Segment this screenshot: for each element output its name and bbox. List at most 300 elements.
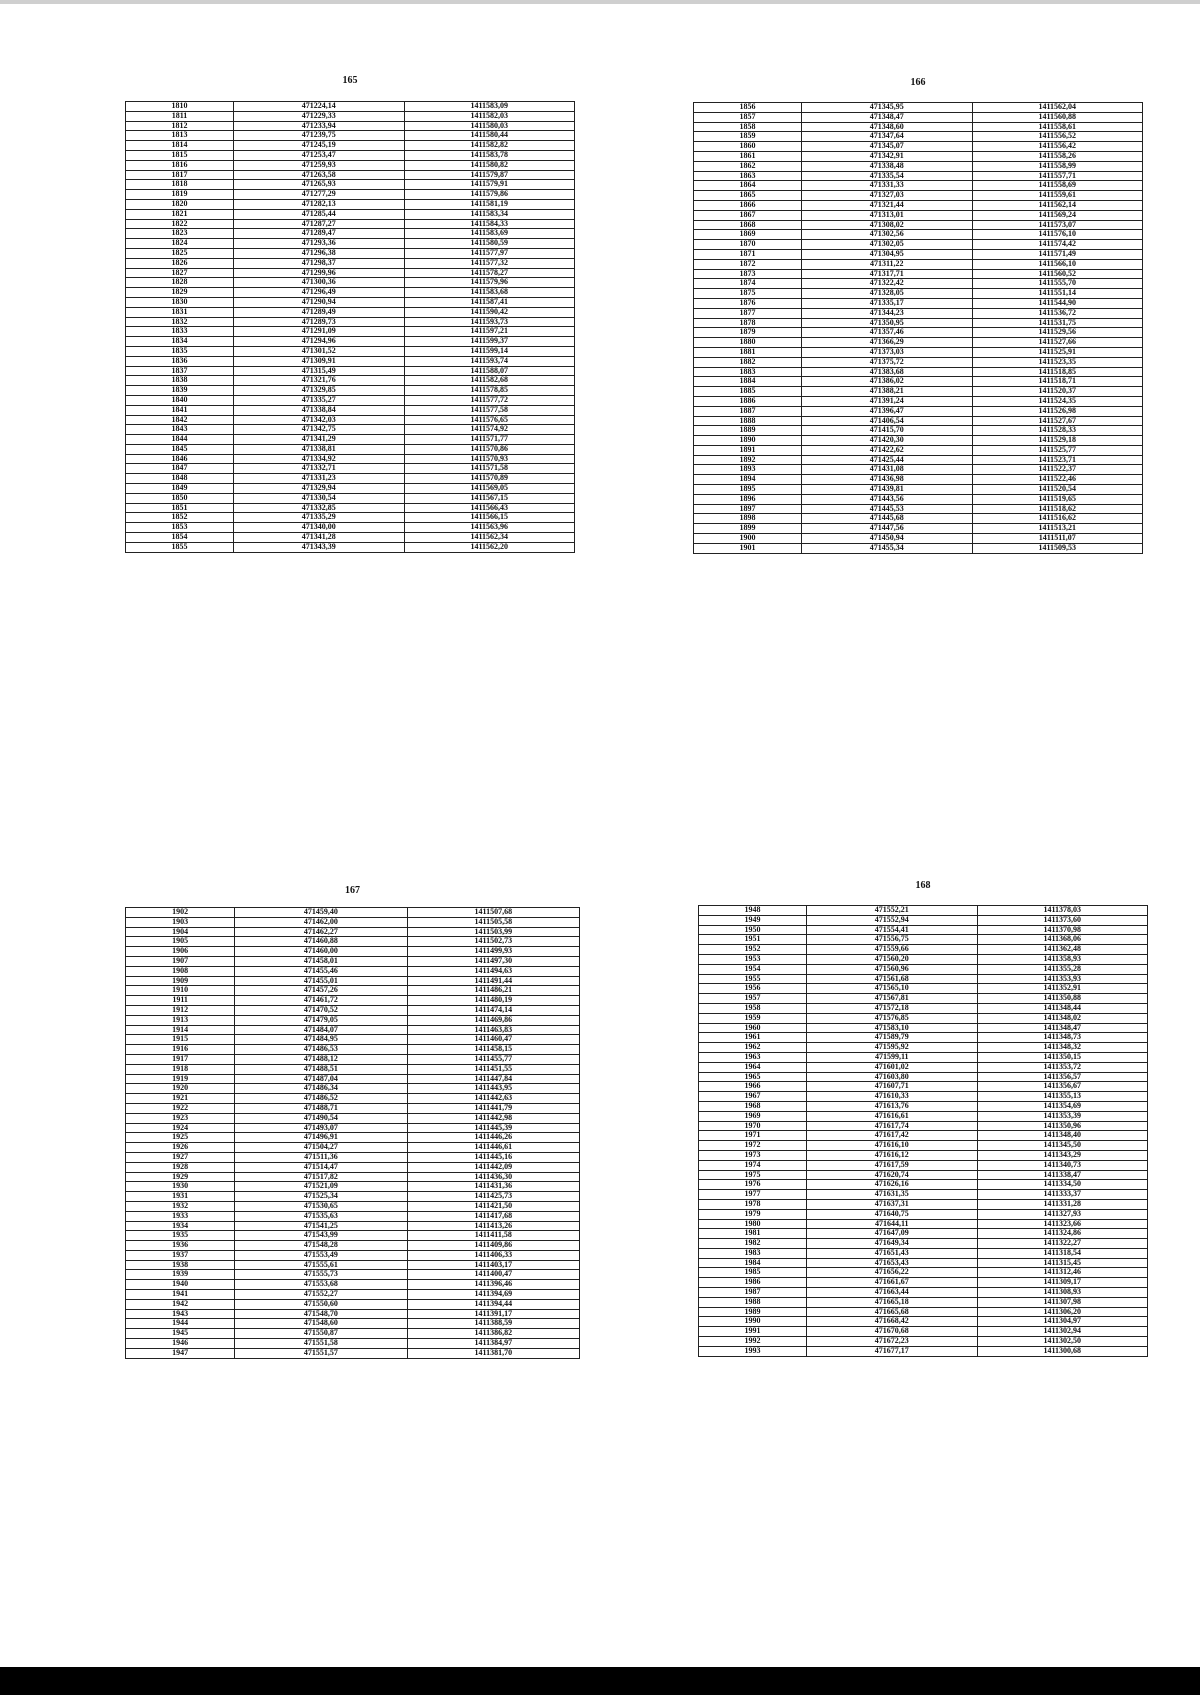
table-row <box>699 1131 1148 1141</box>
y-coordinate-cell: 1411558,26 <box>972 151 1143 161</box>
point-number-cell: 1935 <box>126 1231 235 1241</box>
y-coordinate-cell: 1411518,85 <box>972 367 1143 377</box>
table-row <box>699 994 1148 1004</box>
table-row <box>699 1043 1148 1053</box>
y-coordinate-cell: 1411562,04 <box>972 103 1143 113</box>
scan-footer-bar <box>0 1667 1200 1695</box>
y-coordinate-cell: 1411499,93 <box>407 947 579 957</box>
table-row <box>694 151 1143 161</box>
point-number-cell: 1816 <box>126 160 234 170</box>
table-row <box>694 455 1143 465</box>
table-row <box>694 426 1143 436</box>
y-coordinate-cell: 1411480,19 <box>407 996 579 1006</box>
x-coordinate-cell: 471334,92 <box>234 454 404 464</box>
point-number-cell: 1860 <box>694 142 802 152</box>
point-number-cell: 1893 <box>694 465 802 475</box>
y-coordinate-cell: 1411560,52 <box>972 269 1143 279</box>
point-number-cell: 1850 <box>126 493 234 503</box>
point-number-cell: 1827 <box>126 268 234 278</box>
x-coordinate-cell: 471589,79 <box>807 1033 977 1043</box>
table-row <box>126 1005 580 1015</box>
point-number-cell: 1897 <box>694 504 802 514</box>
x-coordinate-cell: 471289,47 <box>234 229 404 239</box>
point-number-cell: 1896 <box>694 494 802 504</box>
point-number-cell: 1960 <box>699 1023 807 1033</box>
point-number-cell: 1979 <box>699 1209 807 1219</box>
point-number-cell: 1950 <box>699 925 807 935</box>
x-coordinate-cell: 471322,42 <box>802 279 972 289</box>
y-coordinate-cell: 1411570,89 <box>404 474 575 484</box>
point-number-cell: 1923 <box>126 1113 235 1123</box>
y-coordinate-cell: 1411571,49 <box>972 249 1143 259</box>
table-row <box>126 1309 580 1319</box>
point-number-cell: 1958 <box>699 1003 807 1013</box>
x-coordinate-cell: 471550,87 <box>235 1329 407 1339</box>
table-row <box>694 347 1143 357</box>
point-number-cell: 1972 <box>699 1141 807 1151</box>
table-row <box>699 964 1148 974</box>
x-coordinate-cell: 471665,18 <box>807 1297 977 1307</box>
y-coordinate-cell: 1411312,46 <box>977 1268 1148 1278</box>
x-coordinate-cell: 471486,53 <box>235 1045 407 1055</box>
point-number-cell: 1813 <box>126 131 234 141</box>
y-coordinate-cell: 1411580,44 <box>404 131 575 141</box>
point-number-cell: 1989 <box>699 1307 807 1317</box>
x-coordinate-cell: 471484,95 <box>235 1035 407 1045</box>
point-number-cell: 1985 <box>699 1268 807 1278</box>
point-number-cell: 1922 <box>126 1103 235 1113</box>
point-number-cell: 1879 <box>694 328 802 338</box>
x-coordinate-cell: 471661,67 <box>807 1278 977 1288</box>
coordinates-table <box>698 905 1148 1357</box>
table-row <box>694 122 1143 132</box>
y-coordinate-cell: 1411505,58 <box>407 917 579 927</box>
y-coordinate-cell: 1411513,21 <box>972 524 1143 534</box>
y-coordinate-cell: 1411579,91 <box>404 180 575 190</box>
x-coordinate-cell: 471488,12 <box>235 1054 407 1064</box>
point-number-cell: 1905 <box>126 937 235 947</box>
y-coordinate-cell: 1411577,32 <box>404 258 575 268</box>
x-coordinate-cell: 471420,30 <box>802 436 972 446</box>
table-row <box>126 1270 580 1280</box>
table-row <box>126 464 575 474</box>
x-coordinate-cell: 471462,27 <box>235 927 407 937</box>
y-coordinate-cell: 1411373,60 <box>977 915 1148 925</box>
table-row <box>699 1229 1148 1239</box>
x-coordinate-cell: 471311,22 <box>802 259 972 269</box>
x-coordinate-cell: 471457,26 <box>235 986 407 996</box>
x-coordinate-cell: 471617,42 <box>807 1131 977 1141</box>
y-coordinate-cell: 1411570,93 <box>404 454 575 464</box>
point-number-cell: 1966 <box>699 1082 807 1092</box>
page-165 <box>125 72 575 772</box>
point-number-cell: 1858 <box>694 122 802 132</box>
x-coordinate-cell: 471461,72 <box>235 996 407 1006</box>
point-number-cell: 1889 <box>694 426 802 436</box>
table-row <box>699 1180 1148 1190</box>
point-number-cell: 1855 <box>126 542 234 552</box>
table-row <box>126 248 575 258</box>
table-row <box>694 406 1143 416</box>
point-number-cell: 1817 <box>126 170 234 180</box>
x-coordinate-cell: 471375,72 <box>802 357 972 367</box>
x-coordinate-cell: 471548,70 <box>235 1309 407 1319</box>
x-coordinate-cell: 471317,71 <box>802 269 972 279</box>
y-coordinate-cell: 1411304,97 <box>977 1317 1148 1327</box>
x-coordinate-cell: 471342,03 <box>234 415 404 425</box>
point-number-cell: 1822 <box>126 219 234 229</box>
table-row <box>694 436 1143 446</box>
x-coordinate-cell: 471649,34 <box>807 1239 977 1249</box>
x-coordinate-cell: 471551,57 <box>235 1348 407 1358</box>
table-row <box>126 268 575 278</box>
y-coordinate-cell: 1411406,33 <box>407 1250 579 1260</box>
point-number-cell: 1829 <box>126 288 234 298</box>
x-coordinate-cell: 471294,96 <box>234 337 404 347</box>
y-coordinate-cell: 1411507,68 <box>407 908 579 918</box>
table-row <box>126 1221 580 1231</box>
point-number-cell: 1875 <box>694 289 802 299</box>
x-coordinate-cell: 471548,28 <box>235 1241 407 1251</box>
table-row <box>699 906 1148 916</box>
table-row <box>126 209 575 219</box>
x-coordinate-cell: 471263,58 <box>234 170 404 180</box>
x-coordinate-cell: 471335,54 <box>802 171 972 181</box>
point-number-cell: 1882 <box>694 357 802 367</box>
point-number-cell: 1811 <box>126 111 234 121</box>
y-coordinate-cell: 1411394,69 <box>407 1290 579 1300</box>
x-coordinate-cell: 471521,09 <box>235 1182 407 1192</box>
table-row <box>694 112 1143 122</box>
y-coordinate-cell: 1411394,44 <box>407 1299 579 1309</box>
x-coordinate-cell: 471302,56 <box>802 230 972 240</box>
table-row <box>694 504 1143 514</box>
table-row <box>694 485 1143 495</box>
point-number-cell: 1868 <box>694 220 802 230</box>
x-coordinate-cell: 471436,98 <box>802 475 972 485</box>
y-coordinate-cell: 1411306,20 <box>977 1307 1148 1317</box>
point-number-cell: 1917 <box>126 1054 235 1064</box>
coordinates-table <box>125 101 575 553</box>
x-coordinate-cell: 471331,23 <box>234 474 404 484</box>
x-coordinate-cell: 471514,47 <box>235 1162 407 1172</box>
x-coordinate-cell: 471287,27 <box>234 219 404 229</box>
y-coordinate-cell: 1411338,47 <box>977 1170 1148 1180</box>
point-number-cell: 1968 <box>699 1101 807 1111</box>
y-coordinate-cell: 1411386,82 <box>407 1329 579 1339</box>
y-coordinate-cell: 1411580,03 <box>404 121 575 131</box>
table-row <box>694 249 1143 259</box>
table-row <box>694 210 1143 220</box>
x-coordinate-cell: 471607,71 <box>807 1082 977 1092</box>
y-coordinate-cell: 1411309,17 <box>977 1278 1148 1288</box>
point-number-cell: 1965 <box>699 1072 807 1082</box>
point-number-cell: 1916 <box>126 1045 235 1055</box>
point-number-cell: 1991 <box>699 1327 807 1337</box>
point-number-cell: 1906 <box>126 947 235 957</box>
table-row <box>694 171 1143 181</box>
point-number-cell: 1861 <box>694 151 802 161</box>
x-coordinate-cell: 471488,71 <box>235 1103 407 1113</box>
x-coordinate-cell: 471321,76 <box>234 376 404 386</box>
y-coordinate-cell: 1411518,62 <box>972 504 1143 514</box>
point-number-cell: 1963 <box>699 1052 807 1062</box>
y-coordinate-cell: 1411308,93 <box>977 1288 1148 1298</box>
x-coordinate-cell: 471553,68 <box>235 1280 407 1290</box>
point-number-cell: 1925 <box>126 1133 235 1143</box>
point-number-cell: 1899 <box>694 524 802 534</box>
table-row <box>126 1182 580 1192</box>
table-row <box>126 1172 580 1182</box>
point-number-cell: 1886 <box>694 396 802 406</box>
table-row <box>694 543 1143 553</box>
table-row <box>694 240 1143 250</box>
table-row <box>126 435 575 445</box>
x-coordinate-cell: 471470,52 <box>235 1005 407 1015</box>
table-row <box>694 181 1143 191</box>
point-number-cell: 1843 <box>126 425 234 435</box>
y-coordinate-cell: 1411522,37 <box>972 465 1143 475</box>
point-number-cell: 1912 <box>126 1005 235 1015</box>
point-number-cell: 1852 <box>126 513 234 523</box>
y-coordinate-cell: 1411524,35 <box>972 396 1143 406</box>
point-number-cell: 1974 <box>699 1160 807 1170</box>
y-coordinate-cell: 1411590,42 <box>404 307 575 317</box>
table-row <box>126 1348 580 1358</box>
table-row <box>126 947 580 957</box>
table-row <box>126 1035 580 1045</box>
y-coordinate-cell: 1411445,16 <box>407 1152 579 1162</box>
y-coordinate-cell: 1411570,86 <box>404 444 575 454</box>
table-row <box>694 387 1143 397</box>
y-coordinate-cell: 1411560,88 <box>972 112 1143 122</box>
table-row <box>694 445 1143 455</box>
point-number-cell: 1954 <box>699 964 807 974</box>
table-row <box>699 1327 1148 1337</box>
table-row <box>126 327 575 337</box>
table-row <box>126 966 580 976</box>
table-row <box>694 475 1143 485</box>
point-number-cell: 1902 <box>126 908 235 918</box>
point-number-cell: 1859 <box>694 132 802 142</box>
y-coordinate-cell: 1411536,72 <box>972 308 1143 318</box>
x-coordinate-cell: 471479,05 <box>235 1015 407 1025</box>
point-number-cell: 1835 <box>126 346 234 356</box>
table-row <box>699 1317 1148 1327</box>
x-coordinate-cell: 471342,91 <box>802 151 972 161</box>
x-coordinate-cell: 471560,20 <box>807 954 977 964</box>
table-row <box>126 1045 580 1055</box>
x-coordinate-cell: 471341,29 <box>234 435 404 445</box>
table-row <box>694 524 1143 534</box>
table-row <box>699 1297 1148 1307</box>
x-coordinate-cell: 471447,56 <box>802 524 972 534</box>
y-coordinate-cell: 1411334,50 <box>977 1180 1148 1190</box>
table-row <box>694 191 1143 201</box>
table-row <box>699 1160 1148 1170</box>
x-coordinate-cell: 471304,95 <box>802 249 972 259</box>
point-number-cell: 1892 <box>694 455 802 465</box>
table-row <box>126 1162 580 1172</box>
y-coordinate-cell: 1411582,82 <box>404 141 575 151</box>
y-coordinate-cell: 1411571,77 <box>404 435 575 445</box>
table-row <box>126 239 575 249</box>
point-number-cell: 1927 <box>126 1152 235 1162</box>
point-number-cell: 1851 <box>126 503 234 513</box>
y-coordinate-cell: 1411544,90 <box>972 298 1143 308</box>
y-coordinate-cell: 1411578,85 <box>404 386 575 396</box>
point-number-cell: 1924 <box>126 1123 235 1133</box>
table-row <box>126 102 575 112</box>
point-number-cell: 1920 <box>126 1084 235 1094</box>
table-row <box>699 1141 1148 1151</box>
y-coordinate-cell: 1411528,33 <box>972 426 1143 436</box>
table-row <box>126 317 575 327</box>
table-row <box>699 1003 1148 1013</box>
point-number-cell: 1821 <box>126 209 234 219</box>
table-row <box>699 1190 1148 1200</box>
x-coordinate-cell: 471347,64 <box>802 132 972 142</box>
point-number-cell: 1857 <box>694 112 802 122</box>
x-coordinate-cell: 471291,09 <box>234 327 404 337</box>
point-number-cell: 1961 <box>699 1033 807 1043</box>
x-coordinate-cell: 471329,94 <box>234 484 404 494</box>
point-number-cell: 1976 <box>699 1180 807 1190</box>
table-row <box>699 1219 1148 1229</box>
table-row <box>699 915 1148 925</box>
table-row <box>126 141 575 151</box>
y-coordinate-cell: 1411583,78 <box>404 150 575 160</box>
x-coordinate-cell: 471348,60 <box>802 122 972 132</box>
x-coordinate-cell: 471552,21 <box>807 906 977 916</box>
x-coordinate-cell: 471425,44 <box>802 455 972 465</box>
y-coordinate-cell: 1411353,93 <box>977 974 1148 984</box>
point-number-cell: 1937 <box>126 1250 235 1260</box>
table-row <box>126 1260 580 1270</box>
x-coordinate-cell: 471550,60 <box>235 1299 407 1309</box>
x-coordinate-cell: 471345,07 <box>802 142 972 152</box>
x-coordinate-cell: 471406,54 <box>802 416 972 426</box>
x-coordinate-cell: 471496,91 <box>235 1133 407 1143</box>
table-row <box>699 1268 1148 1278</box>
table-row <box>126 150 575 160</box>
point-number-cell: 1908 <box>126 966 235 976</box>
x-coordinate-cell: 471224,14 <box>234 102 404 112</box>
table-row <box>126 908 580 918</box>
page-166 <box>693 72 1143 772</box>
point-number-cell: 1959 <box>699 1013 807 1023</box>
table-row <box>694 357 1143 367</box>
table-row <box>694 269 1143 279</box>
x-coordinate-cell: 471259,93 <box>234 160 404 170</box>
x-coordinate-cell: 471677,17 <box>807 1346 977 1356</box>
x-coordinate-cell: 471561,68 <box>807 974 977 984</box>
y-coordinate-cell: 1411425,73 <box>407 1192 579 1202</box>
y-coordinate-cell: 1411302,50 <box>977 1337 1148 1347</box>
table-row <box>699 1337 1148 1347</box>
y-coordinate-cell: 1411442,63 <box>407 1094 579 1104</box>
y-coordinate-cell: 1411558,99 <box>972 161 1143 171</box>
table-row <box>694 161 1143 171</box>
x-coordinate-cell: 471543,99 <box>235 1231 407 1241</box>
x-coordinate-cell: 471277,29 <box>234 190 404 200</box>
x-coordinate-cell: 471576,85 <box>807 1013 977 1023</box>
y-coordinate-cell: 1411350,88 <box>977 994 1148 1004</box>
y-coordinate-cell: 1411378,03 <box>977 906 1148 916</box>
y-coordinate-cell: 1411474,14 <box>407 1005 579 1015</box>
x-coordinate-cell: 471388,21 <box>802 387 972 397</box>
x-coordinate-cell: 471329,85 <box>234 386 404 396</box>
point-number-cell: 1849 <box>126 484 234 494</box>
table-row <box>699 1013 1148 1023</box>
point-number-cell: 1846 <box>126 454 234 464</box>
x-coordinate-cell: 471541,25 <box>235 1221 407 1231</box>
table-row <box>126 288 575 298</box>
x-coordinate-cell: 471613,76 <box>807 1101 977 1111</box>
y-coordinate-cell: 1411458,15 <box>407 1045 579 1055</box>
x-coordinate-cell: 471350,95 <box>802 318 972 328</box>
point-number-cell: 1973 <box>699 1150 807 1160</box>
table-row <box>126 1241 580 1251</box>
y-coordinate-cell: 1411562,34 <box>404 533 575 543</box>
point-number-cell: 1993 <box>699 1346 807 1356</box>
x-coordinate-cell: 471486,52 <box>235 1094 407 1104</box>
y-coordinate-cell: 1411576,10 <box>972 230 1143 240</box>
x-coordinate-cell: 471603,80 <box>807 1072 977 1082</box>
point-number-cell: 1907 <box>126 956 235 966</box>
y-coordinate-cell: 1411579,87 <box>404 170 575 180</box>
table-row <box>126 395 575 405</box>
point-number-cell: 1980 <box>699 1219 807 1229</box>
x-coordinate-cell: 471487,04 <box>235 1074 407 1084</box>
y-coordinate-cell: 1411580,59 <box>404 239 575 249</box>
x-coordinate-cell: 471484,07 <box>235 1025 407 1035</box>
y-coordinate-cell: 1411569,05 <box>404 484 575 494</box>
point-number-cell: 1831 <box>126 307 234 317</box>
table-row <box>699 1248 1148 1258</box>
x-coordinate-cell: 471332,85 <box>234 503 404 513</box>
x-coordinate-cell: 471357,46 <box>802 328 972 338</box>
x-coordinate-cell: 471610,33 <box>807 1092 977 1102</box>
x-coordinate-cell: 471555,73 <box>235 1270 407 1280</box>
y-coordinate-cell: 1411411,58 <box>407 1231 579 1241</box>
x-coordinate-cell: 471617,74 <box>807 1121 977 1131</box>
table-row <box>694 534 1143 544</box>
y-coordinate-cell: 1411443,95 <box>407 1084 579 1094</box>
x-coordinate-cell: 471511,36 <box>235 1152 407 1162</box>
x-coordinate-cell: 471391,24 <box>802 396 972 406</box>
x-coordinate-cell: 471299,96 <box>234 268 404 278</box>
x-coordinate-cell: 471530,65 <box>235 1201 407 1211</box>
x-coordinate-cell: 471560,96 <box>807 964 977 974</box>
point-number-cell: 1832 <box>126 317 234 327</box>
x-coordinate-cell: 471647,09 <box>807 1229 977 1239</box>
x-coordinate-cell: 471458,01 <box>235 956 407 966</box>
table-row <box>694 367 1143 377</box>
x-coordinate-cell: 471552,94 <box>807 915 977 925</box>
y-coordinate-cell: 1411574,42 <box>972 240 1143 250</box>
x-coordinate-cell: 471293,36 <box>234 239 404 249</box>
x-coordinate-cell: 471653,43 <box>807 1258 977 1268</box>
y-coordinate-cell: 1411486,21 <box>407 986 579 996</box>
point-number-cell: 1909 <box>126 976 235 986</box>
table-row <box>699 1307 1148 1317</box>
table-row <box>126 376 575 386</box>
y-coordinate-cell: 1411446,26 <box>407 1133 579 1143</box>
x-coordinate-cell: 471285,44 <box>234 209 404 219</box>
y-coordinate-cell: 1411348,02 <box>977 1013 1148 1023</box>
y-coordinate-cell: 1411583,69 <box>404 229 575 239</box>
